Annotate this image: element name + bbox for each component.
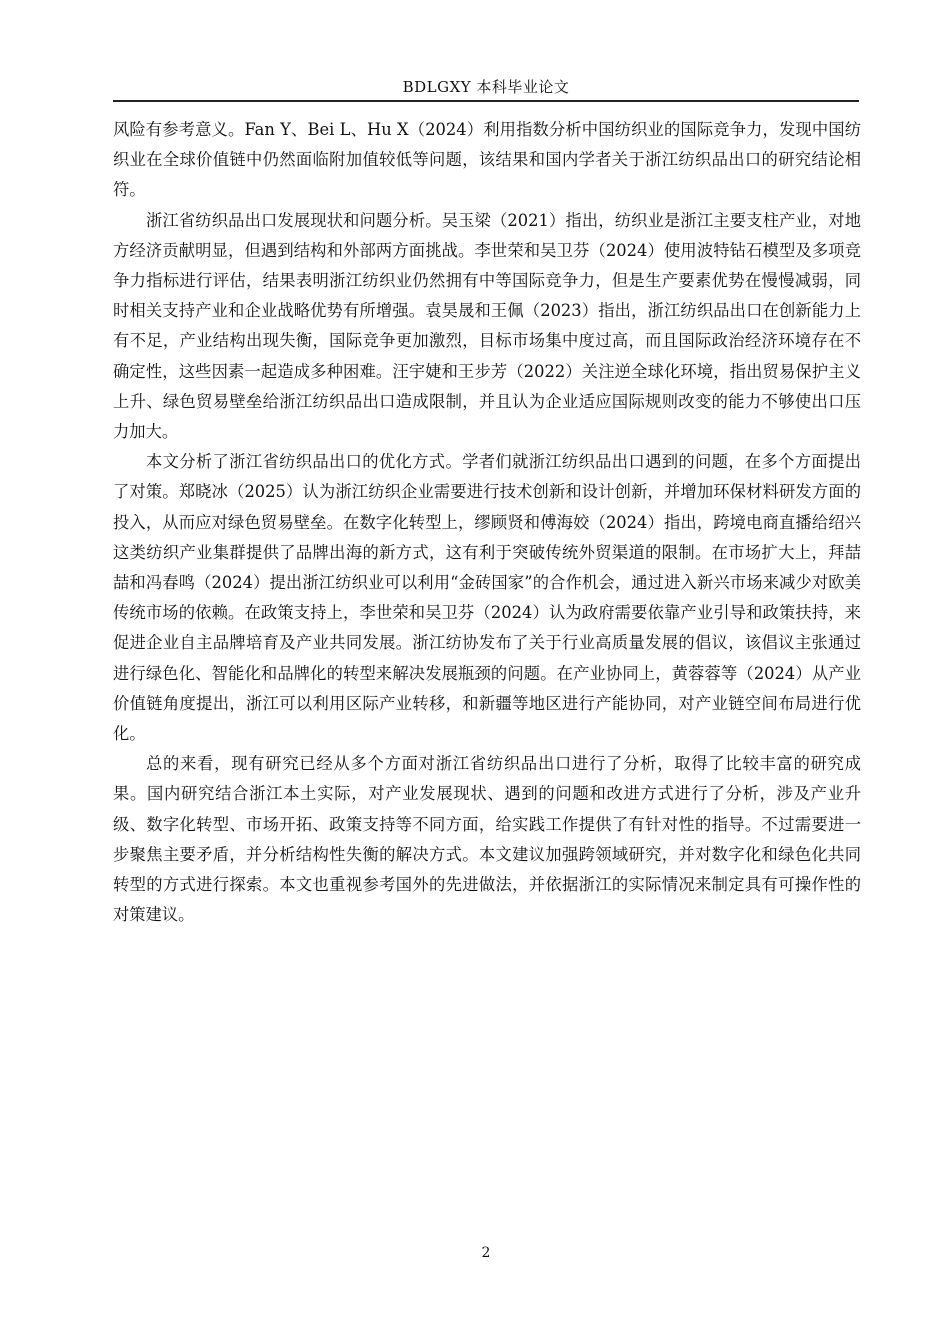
running-header: BDLGXY 本科毕业论文 [402,78,570,96]
paragraph-1: 风险有参考意义。Fan Y、Bei L、Hu X（2024）利用指数分析中国纺织业的国际竞争力，发现中国纺织业在全球价值链中仍然面临附加值较低等问题，该结果和国内学者关于浙江纺织品出口的研究结论相符。 [113,120,861,200]
paragraph-4: 总的来看，现有研究已经从多个方面对浙江省纺织品出口进行了分析，取得了比较丰富的研究成果。国内研究结合浙江本土实际，对产业发展现状、遇到的问题和改进方式进行了分析，涉及产业升级、数字化转型、市场开拓、政策支持等不同方面，给实践工作提供了有针对性的指导。不过需要进一步聚焦主要矛盾，并分析结构性失衡的解决方式。本文建议加强跨领域研究，并对数字化和绿色化共同转型的方式进行探索。本文也重视参考国外的先进做法，并依据浙江的实际情况来制定具有可操作性的对策建议。 [113,754,861,925]
header-divider [113,100,859,102]
paragraph-2: 浙江省纺织品出口发展现状和问题分析。吴玉梁（2021）指出，纺织业是浙江主要支柱产业，对地方经济贡献明显，但遇到结构和外部两方面挑战。李世荣和吴卫芬（2024）使用波特钻石模型及多项竞争力指标进行评估，结果表明浙江纺织业仍然拥有中等国际竞争力，但是生产要素优势在慢慢减弱，同时相关支持产业和企业战略优势有所增强。袁昊晟和王佩（2023）指出，浙江纺织品出口在创新能力上有不足，产业结构出现失衡，国际竞争更加激烈，目标市场集中度过高，而且国际政治经济环境存在不确定性，这些因素一起造成多种困难。汪宇婕和王步芳（2022）关注逆全球化环境，指出贸易保护主义上升、绿色贸易壁垒给浙江纺织品出口造成限制，并且认为企业适应国际规则改变的能力不够使出口压力加大。 [113,210,861,442]
paragraph-3: 本文分析了浙江省纺织品出口的优化方式。学者们就浙江纺织品出口遇到的问题，在多个方面提出了对策。郑晓冰（2025）认为浙江纺织企业需要进行技术创新和设计创新，并增加环保材料研发方面的投入，从而应对绿色贸易壁垒。在数字化转型上，缪顾贤和傅海姣（2024）指出，跨境电商直播给绍兴这类纺织产业集群提供了品牌出海的新方式，这有利于突破传统外贸渠道的限制。在市场扩大上，拜喆喆和冯春鸣（2024）提出浙江纺织业可以利用“金砖国家”的合作机会，通过进入新兴市场来减少对欧美传统市场的依赖。在政策支持上，李世荣和吴卫芬（2024）认为政府需要依靠产业引导和政策扶持，来促进企业自主品牌培育及产业共同发展。浙江纺协发布了关于行业高质量发展的倡议，该倡议主张通过进行绿色化、智能化和品牌化的转型来解决发展瓶颈的问题。在产业协同上，黄蓉蓉等（2024）从产业价值链角度提出，浙江可以利用区际产业转移，和新疆等地区进行产能协同，对产业链空间布局进行优化。 [113,452,861,744]
page-number: 2 [481,1245,491,1261]
body-text [113,115,861,930]
